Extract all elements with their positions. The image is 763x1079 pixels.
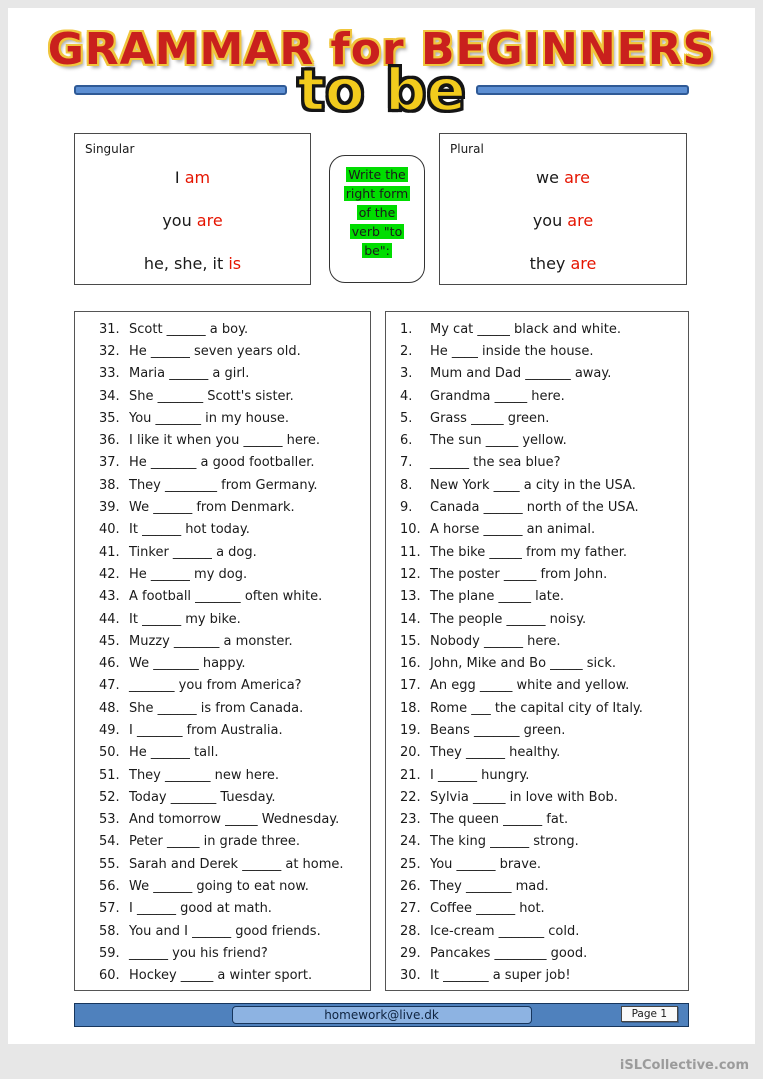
pronoun-verb-row <box>440 254 686 274</box>
exercise-box-left <box>74 311 371 991</box>
instruction-box <box>329 155 425 283</box>
exercise-sentence: They _______ mad. <box>430 879 549 895</box>
exercise-number: 19. <box>400 722 421 738</box>
verb-text: are <box>196 211 223 230</box>
pronoun-verb-row <box>440 168 686 188</box>
exercise-item <box>386 586 688 608</box>
exercise-sentence: Hockey _____ a winter sport. <box>129 968 313 984</box>
exercise-item <box>386 898 688 920</box>
exercise-number: 56. <box>99 879 120 895</box>
exercise-sentence: Peter _____ in grade three. <box>129 834 301 850</box>
exercise-number: 31. <box>99 321 120 337</box>
exercise-number: 37. <box>99 455 120 471</box>
instruction-line <box>330 222 424 241</box>
exercise-item <box>75 942 370 964</box>
exercise-number: 9. <box>400 500 413 516</box>
exercise-number: 51. <box>99 767 120 783</box>
exercise-item <box>386 831 688 853</box>
exercise-number: 12. <box>400 566 421 582</box>
exercise-list-left <box>75 318 370 987</box>
instruction-line-text: of the <box>358 205 396 220</box>
exercise-sentence: The plane _____ late. <box>430 589 564 605</box>
exercise-sentence: They _______ new here. <box>129 767 280 783</box>
exercise-item <box>386 675 688 697</box>
singular-rows <box>75 168 310 274</box>
verb-text: are <box>564 168 590 187</box>
exercise-item <box>386 742 688 764</box>
exercise-item <box>75 563 370 585</box>
exercise-number: 10. <box>400 522 421 538</box>
exercise-number: 5. <box>400 410 413 426</box>
exercise-sentence: Nobody ______ here. <box>430 633 561 649</box>
exercise-number: 40. <box>99 522 120 538</box>
exercise-sentence: Sarah and Derek ______ at home. <box>129 856 344 872</box>
footer-bar <box>74 1003 689 1027</box>
exercise-number: 24. <box>400 834 421 850</box>
exercise-item <box>386 764 688 786</box>
exercise-number: 32. <box>99 343 120 359</box>
instruction-line-text: verb "to <box>351 224 403 239</box>
exercise-item <box>386 363 688 385</box>
plural-rows <box>440 168 686 274</box>
exercise-item <box>75 875 370 897</box>
exercise-sentence: I ______ good at math. <box>129 901 272 917</box>
exercise-number: 47. <box>99 678 120 694</box>
exercise-number: 6. <box>400 433 413 449</box>
exercise-item <box>75 541 370 563</box>
exercise-sentence: And tomorrow _____ Wednesday. <box>129 812 340 828</box>
exercise-sentence: The king ______ strong. <box>430 834 579 850</box>
exercise-number: 33. <box>99 366 120 382</box>
exercise-item <box>386 920 688 942</box>
exercise-number: 57. <box>99 901 120 917</box>
exercise-number: 27. <box>400 901 421 917</box>
exercise-item <box>75 920 370 942</box>
exercise-item <box>75 608 370 630</box>
exercise-item <box>386 385 688 407</box>
exercise-number: 20. <box>400 745 421 761</box>
pronoun-text: we <box>536 168 565 187</box>
exercise-sentence: _______ you from America? <box>129 678 302 694</box>
worksheet-title: GRAMMAR for BEGINNERS <box>47 24 716 75</box>
exercise-item <box>386 452 688 474</box>
exercise-number: 45. <box>99 633 120 649</box>
exercise-item <box>386 786 688 808</box>
exercise-number: 36. <box>99 433 120 449</box>
singular-box <box>74 133 311 285</box>
exercise-number: 42. <box>99 566 120 582</box>
exercise-item <box>386 719 688 741</box>
pronoun-verb-row <box>75 168 310 188</box>
exercise-item <box>75 786 370 808</box>
exercise-number: 21. <box>400 767 421 783</box>
exercise-number: 30. <box>400 968 421 984</box>
exercise-item <box>386 407 688 429</box>
exercise-item <box>75 429 370 451</box>
exercise-number: 60. <box>99 968 120 984</box>
exercise-sentence: I ______ hungry. <box>430 767 530 783</box>
exercise-number: 41. <box>99 544 120 560</box>
exercise-item <box>75 965 370 987</box>
exercise-item <box>386 853 688 875</box>
exercise-item <box>75 452 370 474</box>
exercise-number: 54. <box>99 834 120 850</box>
exercise-sentence: Scott ______ a boy. <box>129 321 249 337</box>
singular-label: Singular <box>85 142 135 156</box>
exercise-sentence: Muzzy _______ a monster. <box>129 633 293 649</box>
exercise-number: 50. <box>99 745 120 761</box>
exercise-sentence: He _______ a good footballer. <box>129 455 315 471</box>
exercise-sentence: The people ______ noisy. <box>430 611 587 627</box>
exercise-sentence: Pancakes ________ good. <box>430 945 588 961</box>
exercise-sentence: The sun _____ yellow. <box>430 433 567 449</box>
exercise-number: 48. <box>99 700 120 716</box>
exercise-item <box>386 608 688 630</box>
exercise-sentence: The queen ______ fat. <box>430 812 569 828</box>
exercise-sentence: I _______ from Australia. <box>129 722 283 738</box>
exercise-item <box>75 675 370 697</box>
exercise-sentence: It _______ a super job! <box>430 968 571 984</box>
worksheet-page <box>8 8 755 1044</box>
exercise-item <box>386 519 688 541</box>
exercise-sentence: Tinker ______ a dog. <box>129 544 257 560</box>
exercise-item <box>75 719 370 741</box>
exercise-number: 55. <box>99 856 120 872</box>
exercise-sentence: It ______ my bike. <box>129 611 241 627</box>
plural-box <box>439 133 687 285</box>
exercise-sentence: We ______ going to eat now. <box>129 879 309 895</box>
exercise-sentence: You _______ in my house. <box>129 410 289 426</box>
exercise-item <box>386 942 688 964</box>
watermark: iSLCollective.com <box>619 1058 749 1073</box>
exercise-number: 35. <box>99 410 120 426</box>
exercise-sentence: Grass _____ green. <box>430 410 550 426</box>
exercise-number: 2. <box>400 343 413 359</box>
exercise-number: 17. <box>400 678 421 694</box>
exercise-number: 1. <box>400 321 413 337</box>
exercise-sentence: John, Mike and Bo _____ sick. <box>430 656 616 672</box>
exercise-item <box>75 630 370 652</box>
pronoun-text: I <box>174 168 185 187</box>
exercise-sentence: You ______ brave. <box>430 856 542 872</box>
pronoun-verb-row <box>75 254 310 274</box>
exercise-item <box>386 652 688 674</box>
exercise-item <box>75 853 370 875</box>
exercise-item <box>75 586 370 608</box>
exercise-number: 44. <box>99 611 120 627</box>
exercise-sentence: They ______ healthy. <box>430 745 561 761</box>
exercise-sentence: A football _______ often white. <box>129 589 323 605</box>
verb-text: are <box>570 254 597 273</box>
exercise-number: 15. <box>400 633 421 649</box>
verb-text: is <box>228 254 242 273</box>
exercise-number: 22. <box>400 789 421 805</box>
verb-text: are <box>567 211 594 230</box>
exercise-item <box>75 764 370 786</box>
exercise-sentence: ______ you his friend? <box>129 945 268 961</box>
forms-row <box>74 133 689 285</box>
exercise-number: 14. <box>400 611 421 627</box>
exercise-number: 34. <box>99 388 120 404</box>
exercise-list-right <box>386 318 688 987</box>
exercise-item <box>386 630 688 652</box>
exercise-number: 3. <box>400 366 413 382</box>
exercise-number: 8. <box>400 477 413 493</box>
exercise-item <box>386 697 688 719</box>
exercise-number: 26. <box>400 879 421 895</box>
instruction-lines <box>330 165 424 260</box>
exercise-item <box>75 474 370 496</box>
exercise-number: 25. <box>400 856 421 872</box>
page-number-label: Page 1 <box>621 1006 678 1022</box>
exercise-number: 38. <box>99 477 120 493</box>
exercise-item <box>75 898 370 920</box>
pronoun-text: you <box>532 211 568 230</box>
exercise-sentence: Mum and Dad _______ away. <box>430 366 612 382</box>
exercise-sentence: A horse ______ an animal. <box>430 522 596 538</box>
exercise-number: 11. <box>400 544 421 560</box>
exercise-sentence: Grandma _____ here. <box>430 388 565 404</box>
exercise-item <box>386 875 688 897</box>
exercise-number: 7. <box>400 455 413 471</box>
exercise-item <box>386 563 688 585</box>
exercise-item <box>75 652 370 674</box>
exercise-number: 4. <box>400 388 413 404</box>
exercise-number: 13. <box>400 589 421 605</box>
exercise-number: 52. <box>99 789 120 805</box>
exercise-item <box>75 496 370 518</box>
exercise-number: 59. <box>99 945 120 961</box>
exercise-item <box>75 318 370 340</box>
exercise-number: 43. <box>99 589 120 605</box>
exercise-sentence: An egg _____ white and yellow. <box>430 678 630 694</box>
exercise-sentence: He ______ seven years old. <box>129 343 301 359</box>
exercise-sentence: Maria ______ a girl. <box>129 366 250 382</box>
exercise-box-right <box>385 311 689 991</box>
exercise-number: 39. <box>99 500 120 516</box>
instruction-line <box>330 241 424 260</box>
exercise-sentence: You and I ______ good friends. <box>129 923 321 939</box>
instruction-line <box>330 203 424 222</box>
exercise-item <box>75 340 370 362</box>
exercise-sentence: Canada ______ north of the USA. <box>430 500 639 516</box>
pronoun-verb-row <box>75 211 310 231</box>
exercise-item <box>75 831 370 853</box>
exercise-sentence: New York ____ a city in the USA. <box>430 477 636 493</box>
instruction-line-text: right form <box>345 186 409 201</box>
exercise-item <box>386 809 688 831</box>
exercise-number: 16. <box>400 656 421 672</box>
exercise-sentence: It ______ hot today. <box>129 522 250 538</box>
exercise-sentence: He ______ tall. <box>129 745 219 761</box>
exercise-number: 29. <box>400 945 421 961</box>
exercise-sentence: He ______ my dog. <box>129 566 248 582</box>
exercise-sentence: She ______ is from Canada. <box>129 700 304 716</box>
exercise-sentence: Today _______ Tuesday. <box>129 789 276 805</box>
exercise-number: 58. <box>99 923 120 939</box>
exercise-item <box>386 340 688 362</box>
exercise-item <box>75 363 370 385</box>
exercise-number: 49. <box>99 722 120 738</box>
verb-text: am <box>184 168 211 187</box>
pronoun-text: you <box>162 211 197 230</box>
exercise-item <box>75 809 370 831</box>
exercise-item <box>75 385 370 407</box>
exercise-sentence: We ______ from Denmark. <box>129 500 295 516</box>
exercise-item <box>386 965 688 987</box>
exercise-item <box>75 407 370 429</box>
exercise-sentence: Coffee ______ hot. <box>430 901 545 917</box>
exercise-sentence: She _______ Scott's sister. <box>129 388 294 404</box>
exercise-item <box>75 519 370 541</box>
exercise-number: 18. <box>400 700 421 716</box>
exercise-number: 28. <box>400 923 421 939</box>
right-divider-bar <box>476 85 689 95</box>
pronoun-verb-row <box>440 211 686 231</box>
exercise-columns <box>74 311 689 991</box>
pronoun-text: they <box>529 254 571 273</box>
exercise-sentence: My cat _____ black and white. <box>430 321 621 337</box>
exercise-sentence: I like it when you ______ here. <box>129 433 321 449</box>
exercise-sentence: The poster _____ from John. <box>430 566 608 582</box>
left-divider-bar <box>74 85 287 95</box>
exercise-number: 46. <box>99 656 120 672</box>
instruction-line <box>330 184 424 203</box>
exercise-item <box>386 318 688 340</box>
exercise-item <box>386 496 688 518</box>
exercise-item <box>75 697 370 719</box>
instruction-line-text: Write the <box>348 167 406 182</box>
exercise-number: 23. <box>400 812 421 828</box>
exercise-sentence: Rome ___ the capital city of Italy. <box>430 700 643 716</box>
exercise-sentence: Ice-cream _______ cold. <box>430 923 580 939</box>
instruction-line <box>330 165 424 184</box>
exercise-item <box>386 429 688 451</box>
exercise-item <box>386 541 688 563</box>
exercise-sentence: Sylvia _____ in love with Bob. <box>430 789 618 805</box>
exercise-sentence: They ________ from Germany. <box>129 477 318 493</box>
plural-label: Plural <box>450 142 484 156</box>
instruction-line-text: be": <box>364 243 390 258</box>
pronoun-text: he, she, it <box>143 254 229 273</box>
exercise-number: 53. <box>99 812 120 828</box>
exercise-sentence: Beans _______ green. <box>430 722 566 738</box>
exercise-item <box>386 474 688 496</box>
exercise-sentence: The bike _____ from my father. <box>430 544 628 560</box>
footer-email: homework@live.dk <box>232 1006 532 1024</box>
worksheet-subtitle: to be <box>297 56 466 124</box>
exercise-sentence: He ____ inside the house. <box>430 343 594 359</box>
exercise-sentence: We _______ happy. <box>129 656 246 672</box>
exercise-item <box>75 742 370 764</box>
exercise-sentence: ______ the sea blue? <box>430 455 561 471</box>
